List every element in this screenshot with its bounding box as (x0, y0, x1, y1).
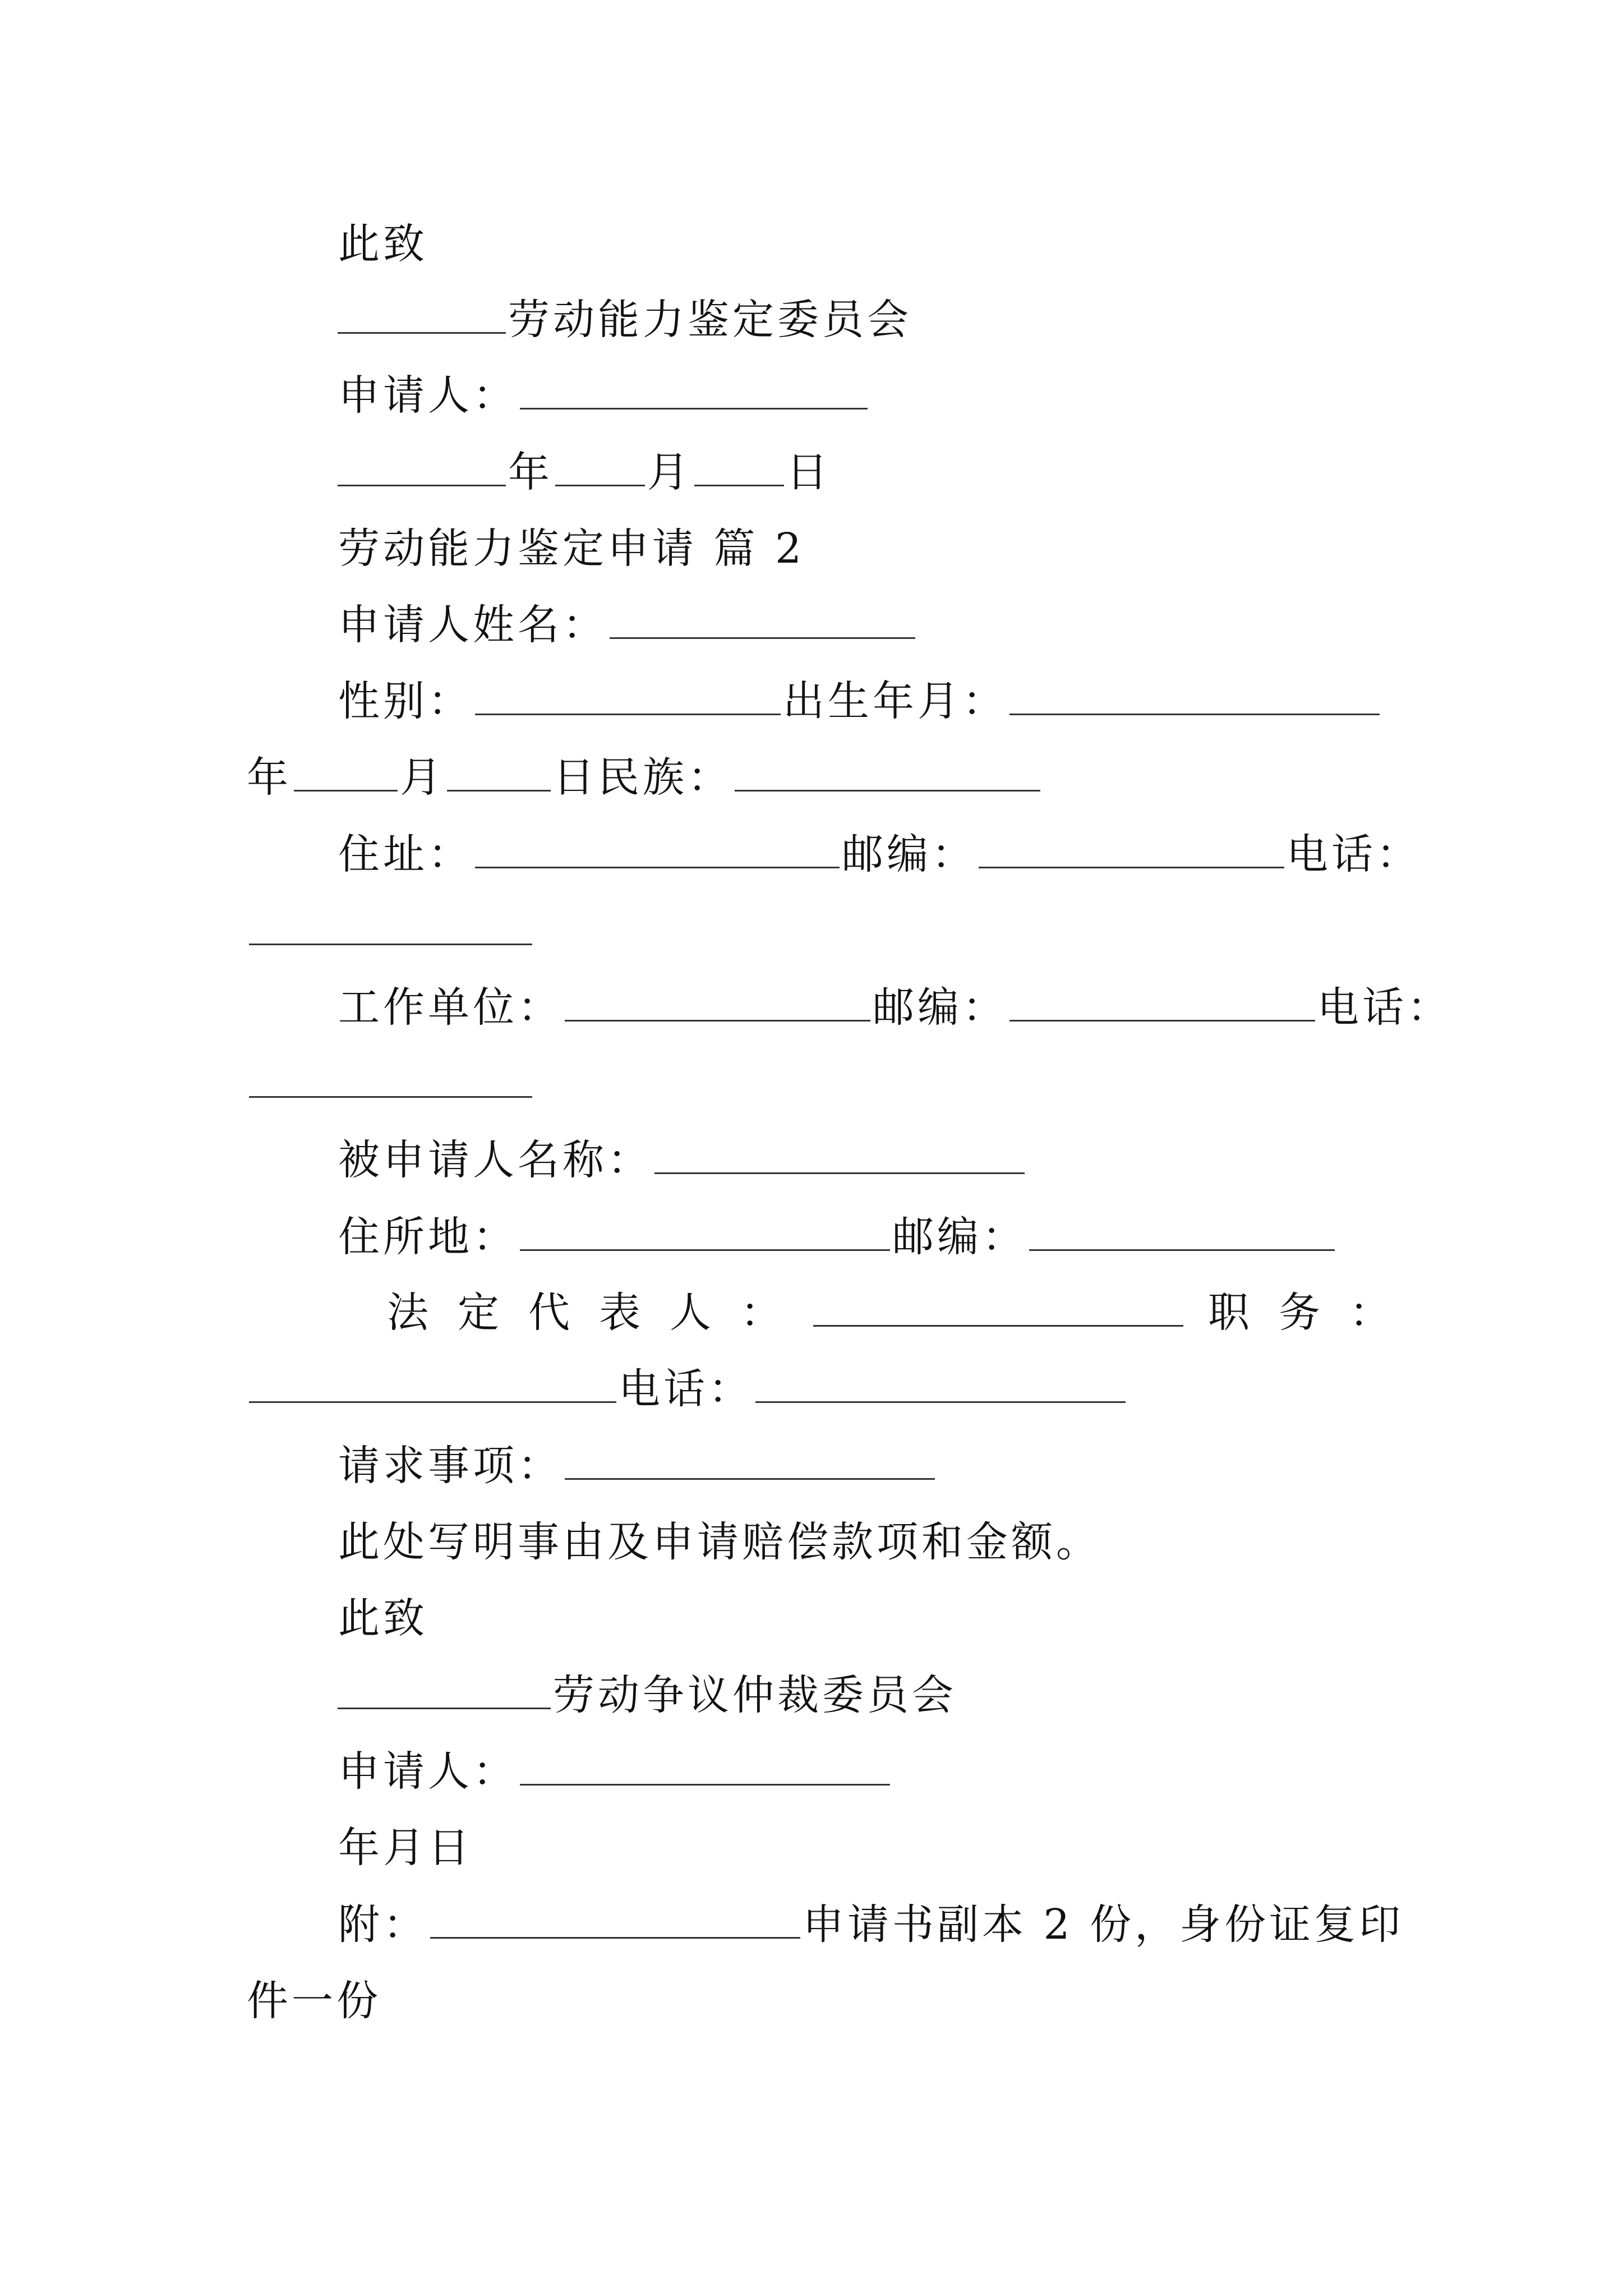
date-line (335, 444, 831, 500)
attachment-text-end: 件一份 (247, 1977, 381, 2025)
year-label: 年 (247, 753, 292, 802)
attachment-line (338, 1897, 1404, 1953)
gender-birth-line (338, 673, 1382, 729)
residence-zip-field[interactable] (1029, 1210, 1335, 1251)
request-field[interactable] (565, 1439, 935, 1480)
legal-rep-continuation (247, 1361, 1128, 1417)
attachment-continuation (247, 1973, 381, 2029)
applicant-name-label: 申请人姓名： (338, 601, 607, 649)
zip-label: 邮编： (873, 983, 1007, 1032)
request-line (338, 1438, 937, 1494)
respondent-name-line (338, 1132, 1027, 1188)
year-field[interactable] (338, 445, 506, 486)
day-ethnic-label: 日民族： (553, 753, 732, 802)
work-unit-field[interactable] (565, 981, 870, 1022)
work-unit-line (338, 979, 1452, 1036)
attachment-label: 附： (338, 1901, 428, 1949)
tel-label: 电话： (1317, 983, 1452, 1032)
explanation-line (338, 1514, 1101, 1570)
residence-label: 住所地： (338, 1213, 518, 1261)
explanation-text: 此处写明事由及申请赔偿款项和金额。 (338, 1518, 1101, 1566)
work-tel-continuation (247, 1056, 534, 1112)
birth-field[interactable] (1009, 674, 1380, 715)
zip-label: 邮编： (892, 1213, 1027, 1261)
arbitration-committee-line (335, 1667, 957, 1723)
legal-rep-line (387, 1285, 1420, 1341)
committee-name: 劳动能力鉴定委员会 (508, 296, 912, 344)
residence-line (338, 1209, 1337, 1265)
residence-field[interactable] (520, 1210, 890, 1251)
applicant-line (338, 367, 870, 424)
month-label: 月 (647, 448, 692, 496)
work-tel-field[interactable] (249, 1057, 532, 1098)
salutation-text-2: 此致 (338, 1594, 428, 1642)
applicant-label: 申请人： (338, 371, 518, 420)
respondent-name-label: 被申请人名称： (338, 1136, 652, 1184)
duty-field[interactable] (249, 1362, 616, 1403)
tel-label: 电话： (1287, 830, 1421, 878)
arbitration-committee-name: 劳动争议仲裁委员会 (553, 1671, 957, 1719)
tel-field[interactable] (249, 904, 532, 945)
year-label: 年 (508, 448, 553, 496)
attachment-text: 申请书副本 2 份，身份证复印 (803, 1901, 1404, 1949)
birth-label: 出生年月： (783, 677, 1007, 725)
gender-label: 性别： (338, 677, 473, 725)
blank-field[interactable] (338, 1668, 551, 1709)
month-label: 月 (400, 753, 445, 802)
gender-field[interactable] (475, 674, 781, 715)
duty-label: 职务： (1208, 1289, 1420, 1337)
birth-month-field[interactable] (294, 751, 398, 792)
respondent-tel-field[interactable] (755, 1362, 1126, 1403)
blank-field[interactable] (338, 293, 506, 334)
applicant-line-2 (338, 1743, 892, 1800)
applicant-name-line (338, 597, 917, 653)
request-label: 请求事项： (338, 1442, 562, 1490)
respondent-name-field[interactable] (654, 1133, 1025, 1174)
day-label: 日 (786, 448, 831, 496)
applicant-name-field[interactable] (610, 598, 915, 639)
applicant-label-2: 申请人： (338, 1747, 518, 1796)
applicant-field-2[interactable] (520, 1745, 890, 1786)
salutation-text: 此致 (338, 220, 428, 268)
birth-day-field[interactable] (447, 751, 551, 792)
section-heading (338, 521, 805, 577)
legal-rep-field[interactable] (813, 1286, 1183, 1327)
work-zip-field[interactable] (1009, 981, 1315, 1022)
address-tel-continuation (247, 903, 534, 959)
address-line (338, 826, 1421, 882)
zip-label: 邮编： (842, 830, 976, 878)
birth-date-ethnic-line (247, 749, 1043, 806)
zip-field[interactable] (979, 827, 1284, 868)
date-line-2 (338, 1820, 473, 1876)
salutation-line (338, 216, 428, 272)
work-unit-label: 工作单位： (338, 983, 562, 1032)
address-field[interactable] (475, 827, 840, 868)
applicant-field[interactable] (520, 369, 868, 409)
tel-label: 电话： (619, 1365, 753, 1413)
ethnic-field[interactable] (735, 751, 1040, 792)
legal-rep-label: 法定代表人： (387, 1289, 811, 1337)
month-field[interactable] (555, 445, 645, 486)
committee-line (335, 292, 912, 348)
section-title: 劳动能力鉴定申请 篇 2 (338, 524, 805, 573)
date-text: 年月日 (338, 1824, 473, 1872)
day-field[interactable] (694, 445, 784, 486)
salutation-line-2 (338, 1590, 428, 1646)
attachment-field[interactable] (430, 1898, 800, 1939)
address-label: 住址： (338, 830, 473, 878)
